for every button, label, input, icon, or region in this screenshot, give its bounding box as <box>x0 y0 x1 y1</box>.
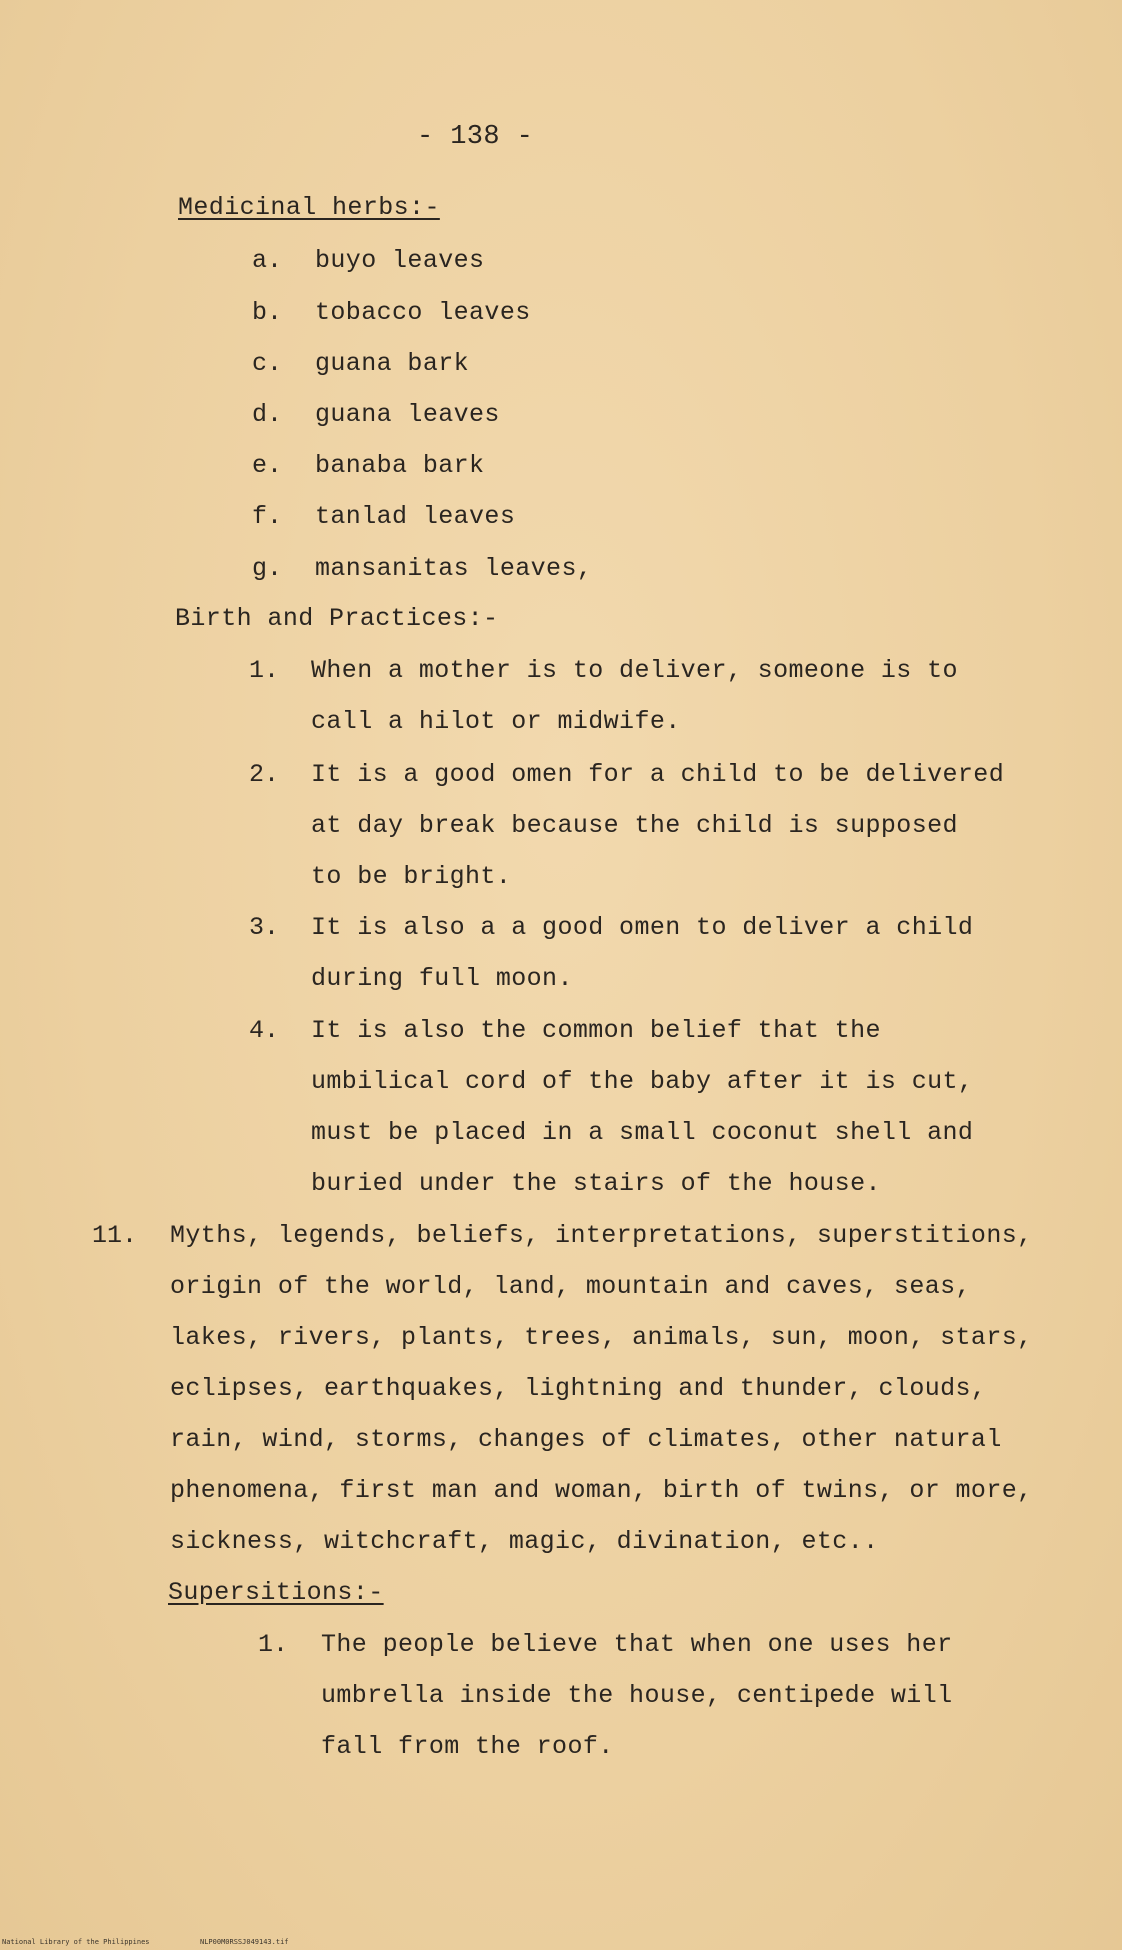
practice-line: call a hilot or midwife. <box>311 707 681 736</box>
herb-item: banaba bark <box>315 451 485 480</box>
herb-item: tobacco leaves <box>315 298 531 327</box>
library-credit: National Library of the Philippines <box>2 1938 150 1946</box>
medicinal-herbs-heading: Medicinal herbs:- <box>178 193 440 222</box>
herb-item: guana leaves <box>315 400 500 429</box>
practice-marker: 4. <box>249 1016 280 1045</box>
herb-marker: d. <box>252 400 283 429</box>
practice-line: It is also a a good omen to deliver a child <box>311 913 974 942</box>
section-11-line: phenomena, first man and woman, birth of twins, or more, <box>170 1476 1033 1505</box>
practice-line: to be bright. <box>311 862 512 891</box>
section-11-line: lakes, rivers, plants, trees, animals, sun, moon, stars, <box>170 1323 1033 1352</box>
practice-line: during full moon. <box>311 964 573 993</box>
superstitions-heading: Supersitions:- <box>168 1578 384 1607</box>
herb-item: guana bark <box>315 349 470 378</box>
section-11-line: Myths, legends, beliefs, interpretations, superstitions, <box>170 1221 1033 1250</box>
section-11-number: 11. <box>92 1221 138 1250</box>
herb-item: tanlad leaves <box>315 502 516 531</box>
practice-line: at day break because the child is supposed <box>311 811 958 840</box>
herb-marker: a. <box>252 246 283 275</box>
birth-practices-heading: Birth and Practices:- <box>175 604 499 633</box>
herb-item: buyo leaves <box>315 246 485 275</box>
practice-line: umbilical cord of the baby after it is cut, <box>311 1067 974 1096</box>
herb-marker: c. <box>252 349 283 378</box>
section-11-line: rain, wind, storms, changes of climates, other natural <box>170 1425 1002 1454</box>
superstition-line: The people believe that when one uses her <box>321 1630 953 1659</box>
herb-marker: g. <box>252 554 283 583</box>
practice-line: It is also the common belief that the <box>311 1016 881 1045</box>
herb-marker: b. <box>252 298 283 327</box>
practice-line: It is a good omen for a child to be delivered <box>311 760 1005 789</box>
practice-line: buried under the stairs of the house. <box>311 1169 881 1198</box>
practice-marker: 2. <box>249 760 280 789</box>
herb-marker: f. <box>252 502 283 531</box>
superstition-marker: 1. <box>258 1630 289 1659</box>
practice-line: When a mother is to deliver, someone is to <box>311 656 958 685</box>
practice-marker: 3. <box>249 913 280 942</box>
practice-marker: 1. <box>249 656 280 685</box>
page-number: - 138 - <box>417 122 534 152</box>
superstition-line: umbrella inside the house, centipede will <box>321 1681 953 1710</box>
herb-marker: e. <box>252 451 283 480</box>
section-11-line: eclipses, earthquakes, lightning and thunder, clouds, <box>170 1374 987 1403</box>
section-11-line: sickness, witchcraft, magic, divination, etc.. <box>170 1527 879 1556</box>
superstition-line: fall from the roof. <box>321 1732 614 1761</box>
practice-line: must be placed in a small coconut shell and <box>311 1118 974 1147</box>
file-id: NLP00M0RSSJ049143.tif <box>200 1938 289 1946</box>
herb-item: mansanitas leaves, <box>315 554 593 583</box>
section-11-line: origin of the world, land, mountain and caves, seas, <box>170 1272 971 1301</box>
